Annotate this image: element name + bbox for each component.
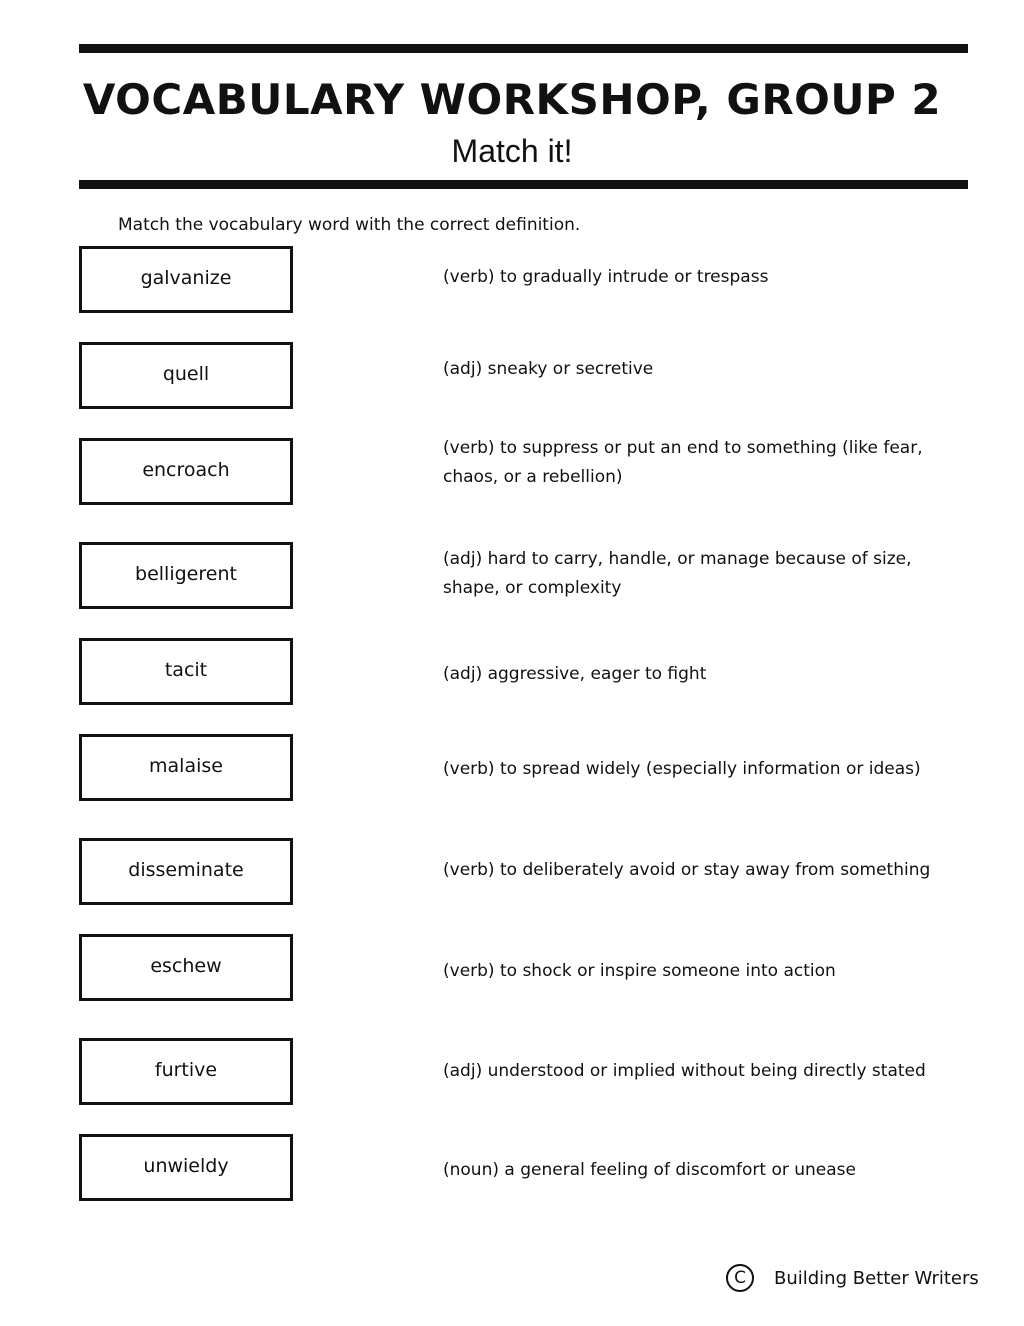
footer-credit [726,1264,979,1292]
word-label: galvanize [140,266,232,289]
definition-item[interactable]: (verb) to gradually intrude or trespass [443,267,769,287]
word-label: encroach [142,458,230,481]
word-label: disseminate [128,858,244,881]
header-bottom-rule [79,180,968,189]
word-label: tacit [164,658,208,681]
word-label: belligerent [135,562,237,585]
word-box-quell[interactable] [79,342,293,409]
word-box-tacit[interactable] [79,638,293,705]
page-title: VOCABULARY WORKSHOP, GROUP 2 [82,75,942,124]
definition-item[interactable]: (verb) to suppress or put an end to something (like fear, chaos, or a rebellion) [443,438,923,487]
definition-item[interactable]: (verb) to shock or inspire someone into action [443,961,836,981]
word-label: quell [162,362,210,385]
footer-text: Building Better Writers [774,1267,979,1289]
page-subtitle: Match it! [451,133,573,169]
word-box-disseminate[interactable] [79,838,293,905]
word-label: unwieldy [143,1154,229,1177]
word-label: malaise [149,754,223,777]
word-box-belligerent[interactable] [79,542,293,609]
word-label: eschew [150,954,222,977]
word-box-unwieldy[interactable] [79,1134,293,1201]
definition-item[interactable]: (adj) understood or implied without being directly stated [443,1061,926,1081]
definition-item[interactable]: (adj) sneaky or secretive [443,359,654,379]
definition-item[interactable]: (verb) to deliberately avoid or stay away from something [443,860,931,880]
definition-item[interactable]: (verb) to spread widely (especially information or ideas) [443,759,921,779]
word-box-encroach[interactable] [79,438,293,505]
header-top-rule [79,44,968,53]
word-label: furtive [154,1058,218,1081]
word-box-eschew[interactable] [79,934,293,1001]
definition-item[interactable]: (noun) a general feeling of discomfort or unease [443,1160,856,1180]
word-box-malaise[interactable] [79,734,293,801]
definition-item[interactable]: (adj) aggressive, eager to fight [443,664,707,684]
copyright-icon: C [726,1264,754,1292]
word-box-furtive[interactable] [79,1038,293,1105]
word-box-galvanize[interactable] [79,246,293,313]
instructions-text: Match the vocabulary word with the correct definition. [118,215,581,235]
definition-item[interactable]: (adj) hard to carry, handle, or manage because of size, shape, or complexity [443,549,912,598]
